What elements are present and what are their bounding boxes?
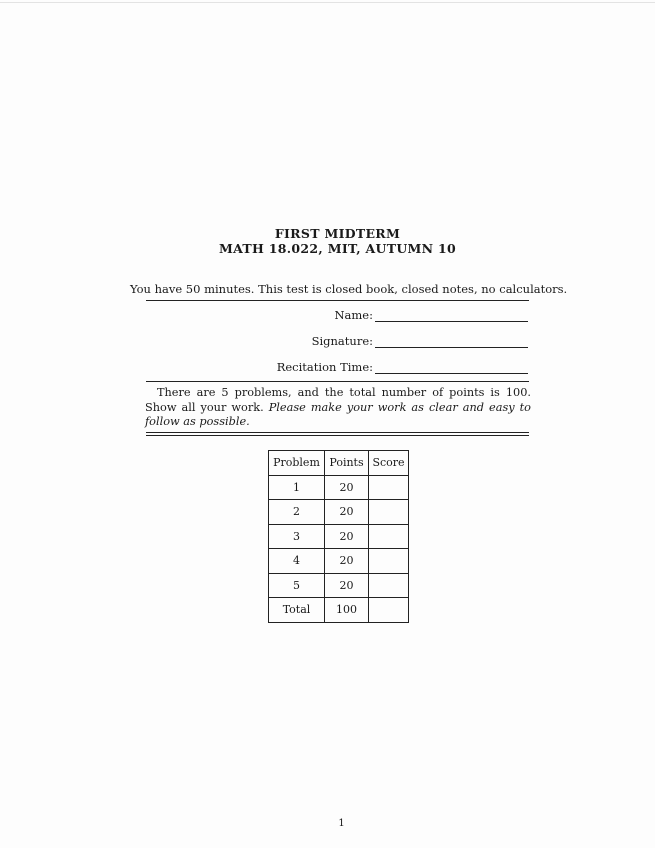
exam-title: FIRST MIDTERM: [274, 226, 401, 241]
signature-label: Signature:: [311, 334, 373, 348]
signature-line[interactable]: [375, 335, 528, 348]
total-score-cell[interactable]: [369, 598, 409, 623]
divider-bottom-double: [146, 435, 529, 436]
instructions-text: There are 5 problems, and the total number of points is 100. Show all your work.: [145, 386, 531, 414]
signature-field[interactable]: [300, 334, 528, 348]
table-row: [269, 524, 409, 549]
score-cell[interactable]: [369, 524, 409, 549]
problem-cell: 4: [269, 549, 325, 574]
points-cell: 20: [325, 573, 369, 598]
table-row: [269, 500, 409, 525]
points-cell: 20: [325, 475, 369, 500]
score-cell[interactable]: [369, 500, 409, 525]
score-table: [268, 450, 409, 623]
column-header-problem: Problem: [269, 451, 325, 476]
name-line[interactable]: [375, 309, 528, 322]
score-cell[interactable]: [369, 475, 409, 500]
page-number: 1: [338, 818, 345, 829]
score-table-header-row: [269, 451, 409, 476]
problem-cell: 2: [269, 500, 325, 525]
course-title: MATH 18.022, MIT, AUTUMN 10: [218, 241, 457, 256]
total-label-cell: Total: [269, 598, 325, 623]
column-header-score: Score: [369, 451, 409, 476]
exam-intro-text: You have 50 minutes. This test is closed book, closed notes, no calculators.: [130, 282, 568, 296]
instructions-emphasis: Please make your work as clear and easy to follow as possible.: [145, 400, 531, 428]
total-points-cell: 100: [325, 598, 369, 623]
divider-bottom: [146, 432, 529, 433]
divider-top: [146, 300, 529, 301]
exam-title-block: [0, 226, 655, 256]
scan-top-edge: [0, 2, 655, 3]
problem-cell: 5: [269, 573, 325, 598]
column-header-points: Points: [325, 451, 369, 476]
name-label: Name:: [334, 308, 373, 322]
recitation-time-line[interactable]: [375, 361, 528, 374]
table-row: [269, 573, 409, 598]
points-cell: 20: [325, 524, 369, 549]
divider-middle: [146, 381, 529, 382]
exam-instructions: [145, 386, 531, 430]
points-cell: 20: [325, 549, 369, 574]
table-row: [269, 475, 409, 500]
recitation-time-label: Recitation Time:: [276, 360, 373, 374]
problem-cell: 1: [269, 475, 325, 500]
score-cell[interactable]: [369, 549, 409, 574]
total-row: [269, 598, 409, 623]
points-cell: 20: [325, 500, 369, 525]
table-row: [269, 549, 409, 574]
name-field[interactable]: [300, 308, 528, 322]
recitation-time-field[interactable]: [268, 360, 528, 374]
score-cell[interactable]: [369, 573, 409, 598]
problem-cell: 3: [269, 524, 325, 549]
